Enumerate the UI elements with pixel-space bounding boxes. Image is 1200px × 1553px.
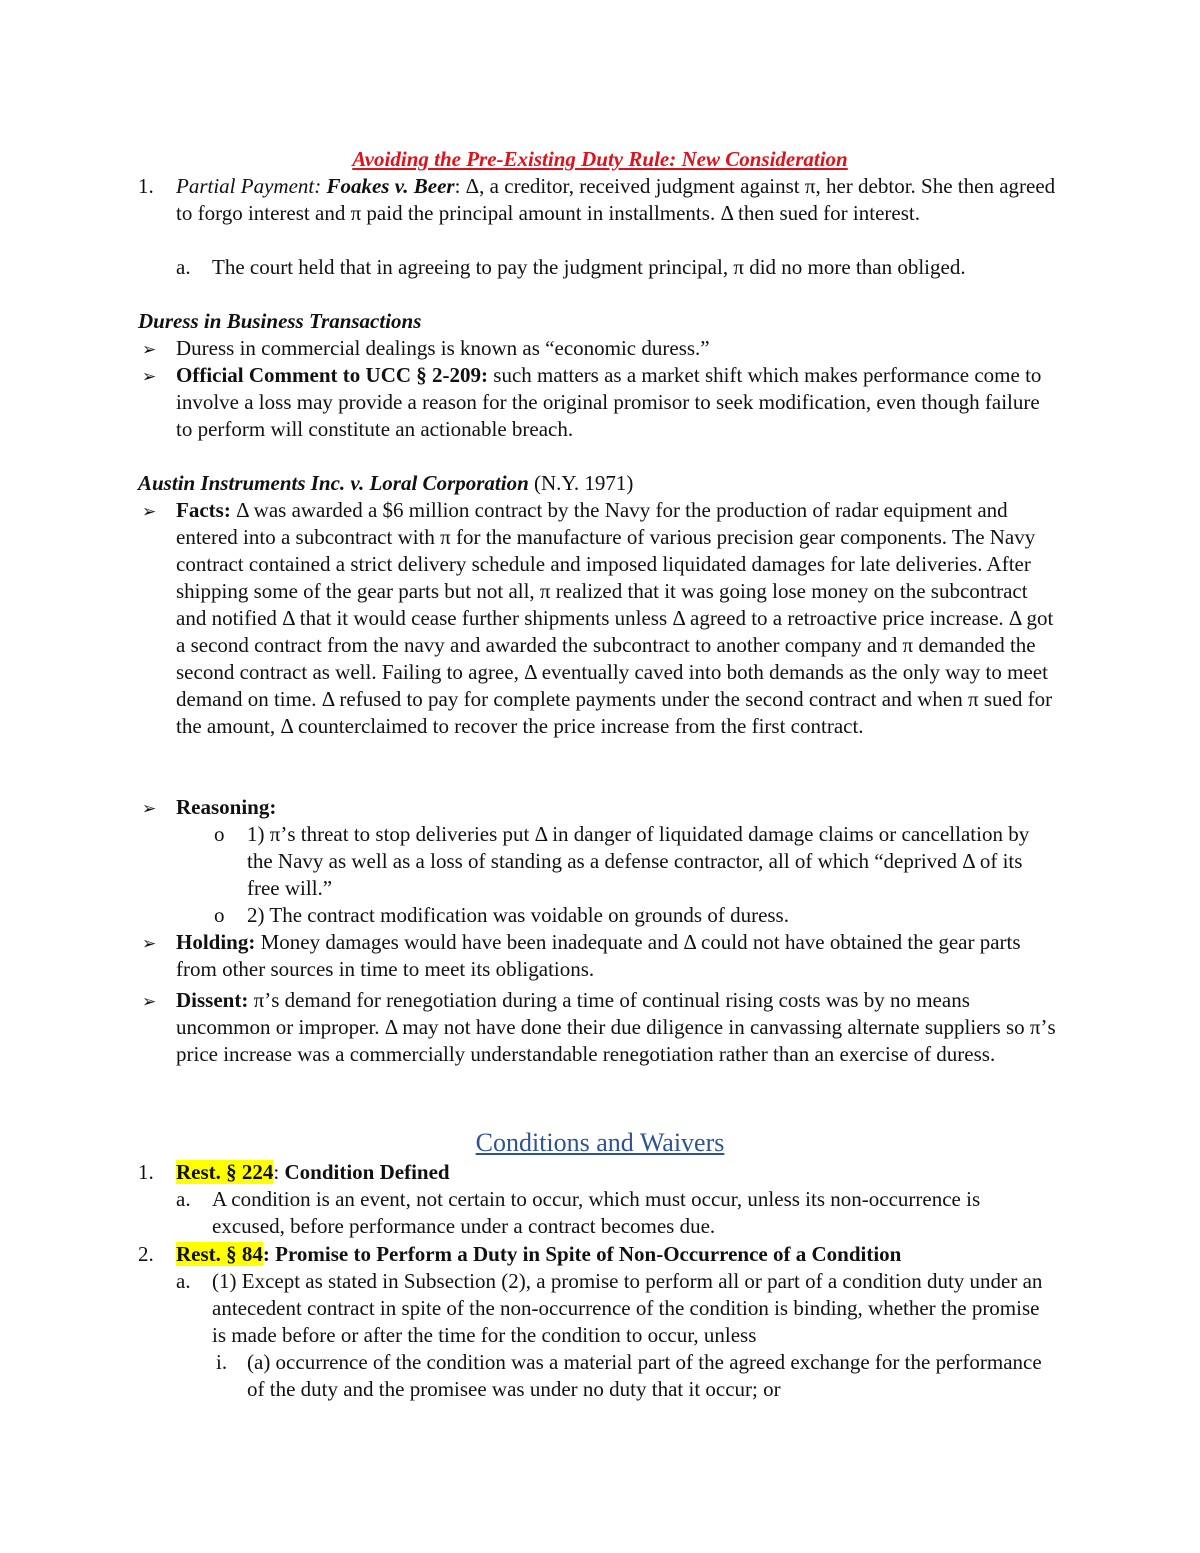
sub-list-marker: a. — [176, 1269, 191, 1293]
list-marker: 1. — [138, 174, 154, 198]
arrow-bullet-icon: ➢ — [142, 502, 157, 521]
section-title-conditions: Conditions and Waivers — [475, 1128, 725, 1157]
sub-list-item-holding: The court held that in agreeing to pay the judgment principal, π did no more than obliged. — [212, 255, 966, 279]
reasoning-point-2: 2) The contract modification was voidable on grounds of duress. — [247, 903, 789, 927]
arrow-bullet-icon: ➢ — [142, 934, 157, 953]
sub-list-marker: a. — [176, 255, 191, 279]
bullet-ucc-comment: Official Comment to UCC § 2-209: such matters as a market shift which makes performance come to involve a loss may provide a reason for the original promisor to seek modification, even though failure to perform will constitute an actionable breach. — [176, 363, 1042, 441]
arrow-bullet-icon: ➢ — [142, 340, 157, 359]
section-title-pre-existing-duty: Avoiding the Pre-Existing Duty Rule: New Consideration — [352, 147, 848, 171]
sub-bullet-marker: o — [214, 822, 225, 846]
arrow-bullet-icon: ➢ — [142, 992, 157, 1011]
bullet-holding: Holding: Money damages would have been inadequate and Δ could not have obtained the gear parts from other sources in time to meet its obligations. — [176, 930, 1021, 981]
case-heading-austin: Austin Instruments Inc. v. Loral Corporation (N.Y. 1971) — [138, 471, 634, 495]
arrow-bullet-icon: ➢ — [142, 799, 157, 818]
sub-bullet-marker: o — [214, 903, 225, 927]
bullet-facts: Facts: Δ was awarded a $6 million contract by the Navy for the production of radar equipment and entered into a subcontract with π for the manufacture of various precision gear components. The Navy contract contained a strict delivery schedule and imposed liquidated damages for late deliveries. After shipping some of the gear parts but not all, π realized that it was going lose money on the subcontract and notified Δ that it would cease further shipments unless Δ agreed to a retroactive price increase. Δ got a second contract from the navy and awarded the subcontract to another company and π demanded the second contract as well. Failing to agree, Δ eventually caved into both demands as the only way to meet demand on time. Δ refused to pay for complete payments under the second contract and when π sued for the amount, Δ counterclaimed to recover the price increase from the first contract. — [176, 498, 1054, 738]
sub-sub-list-marker: i. — [216, 1350, 228, 1374]
sub-list-marker: a. — [176, 1187, 191, 1211]
list-marker: 2. — [138, 1242, 154, 1266]
section-heading-duress: Duress in Business Transactions — [138, 309, 422, 333]
list-marker: 1. — [138, 1160, 154, 1184]
arrow-bullet-icon: ➢ — [142, 367, 157, 386]
bullet-reasoning: Reasoning: — [176, 795, 277, 819]
list-item-rest-224: Rest. § 224: Condition Defined — [176, 1160, 450, 1184]
bullet-dissent: Dissent: π’s demand for renegotiation during a time of continual rising costs was by no means uncommon or improper. Δ may not have done their due diligence in canvassing alternate suppliers so π’s price increase was a commercially understandable renegotiation rather than an exercise of duress. — [176, 988, 1056, 1066]
sub-sub-list-item-a: (a) occurrence of the condition was a material part of the agreed exchange for the performance of the duty and the promisee was under no duty that it occur; or — [247, 1350, 1042, 1401]
sub-list-item-condition-definition: A condition is an event, not certain to occur, which must occur, unless its non-occurrence is excused, before performance under a contract becomes due. — [212, 1187, 981, 1238]
reasoning-point-1: 1) π’s threat to stop deliveries put Δ in danger of liquidated damage claims or cancellation by the Navy as well as a loss of standing as a defense contractor, all of which “deprived Δ of its free will.” — [247, 822, 1030, 900]
list-item-rest-84: Rest. § 84: Promise to Perform a Duty in Spite of Non-Occurrence of a Condition — [176, 1242, 902, 1266]
bullet-economic-duress: Duress in commercial dealings is known as “economic duress.” — [176, 336, 710, 360]
list-item-partial-payment: Partial Payment: Foakes v. Beer: Δ, a creditor, received judgment against π, her debtor. She then agreed to forgo interest and π paid the principal amount in installments. Δ then sued for interest. — [176, 174, 1056, 225]
sub-list-item-subsection-1: (1) Except as stated in Subsection (2), a promise to perform all or part of a condition duty under an antecedent contract in spite of the non-occurrence of the condition is binding, whether the promise is made before or after the time for the condition to occur, unless — [212, 1269, 1043, 1347]
